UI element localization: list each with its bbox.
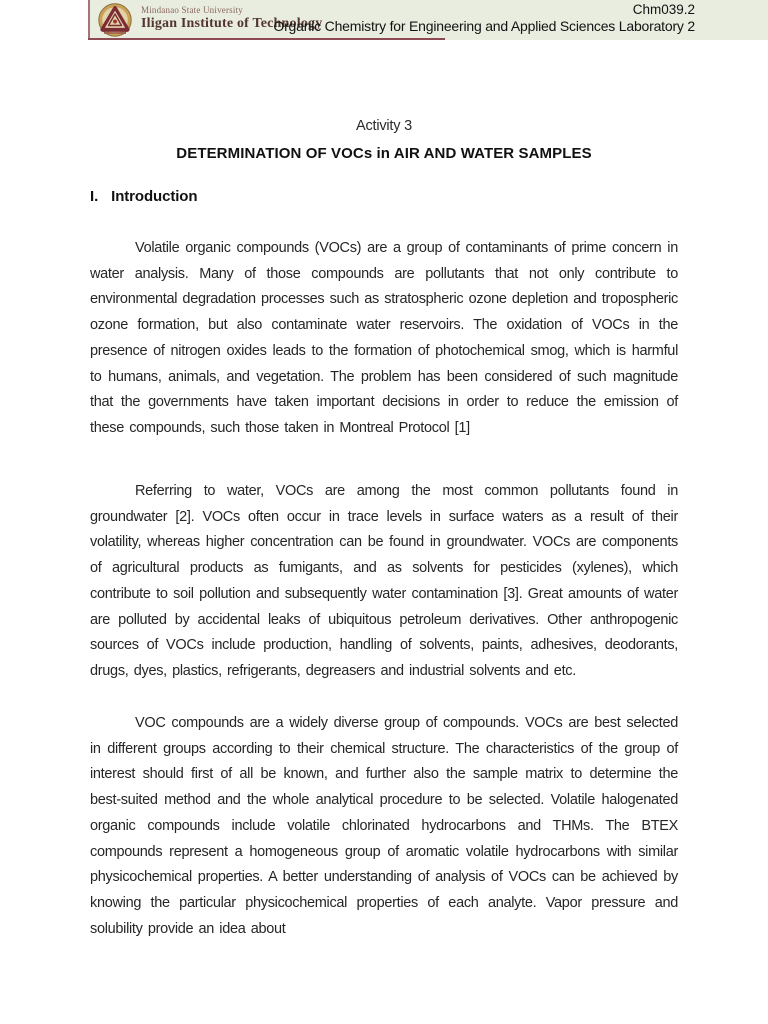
document-title: DETERMINATION OF VOCs in AIR AND WATER SAMPLES xyxy=(176,145,592,162)
paragraph-2: Referring to water, VOCs are among the most common pollutants found in groundwater [2]. VOCs often occur in trace levels in surface waters as a result of their volatility, whereas higher concentration can be found in groundwater. VOCs are components of agricultural products as fumigants, and as solvents for pesticides (xylenes), which contribute to soil pollution and subsequently water contamination [3]. Great amounts of water are polluted by accidental leaks of ubiquitous petroleum derivatives. Other anthropogenic sources of VOCs include production, handling of solvents, paints, adhesives, deodorants, drugs, dyes, plastics, refrigerants, degreasers and industrial solvents and etc. xyxy=(90,483,678,679)
paragraph-1: Volatile organic compounds (VOCs) are a group of contaminants of prime concern in water analysis. Many of those compounds are pollutants that not only contribute to environmental degradation processes such as stratospheric ozone depletion and tropospheric ozone formation, but also contaminate water reservoirs. The oxidation of VOCs in the presence of nitrogen oxides leads to the formation of photochemical smog, which is harmful to humans, animals, and vegetation. The problem has been considered of such magnitude that the governments have taken important decisions in order to reduce the emission of these compounds, such those taken in Montreal Protocol [1] xyxy=(90,240,678,436)
letterhead-rule xyxy=(88,38,445,40)
university-seal-icon xyxy=(98,3,132,37)
university-name: Mindanao State University xyxy=(141,5,243,15)
course-title: Organic Chemistry for Engineering and Applied Sciences Laboratory 2 xyxy=(273,18,695,34)
section-title: Introduction xyxy=(111,188,198,205)
letterhead xyxy=(88,0,768,40)
section-heading-introduction xyxy=(90,188,197,205)
activity-label: Activity 3 xyxy=(355,118,412,134)
course-code: Chm039.2 xyxy=(632,2,695,17)
section-number: I. xyxy=(90,188,99,205)
institute-name: Iligan Institute of Technology xyxy=(141,16,323,31)
paragraph-3: VOC compounds are a widely diverse group of compounds. VOCs are best selected in different groups according to their chemical structure. The characteristics of the group of interest should first of all be known, and further also the sample matrix to determine the best-suited method and the whole analytical procedure to be selected. Volatile halogenated organic compounds include volatile chlorinated hydrocarbons and THMs. The BTEX compounds represent a homogeneous group of aromatic volatile hydrocarbons with similar physicochemical properties. A better understanding of analysis of VOCs can be achieved by knowing the particular physicochemical properties of each analyte. Vapor pressure and solubility provide an idea about xyxy=(90,715,678,937)
